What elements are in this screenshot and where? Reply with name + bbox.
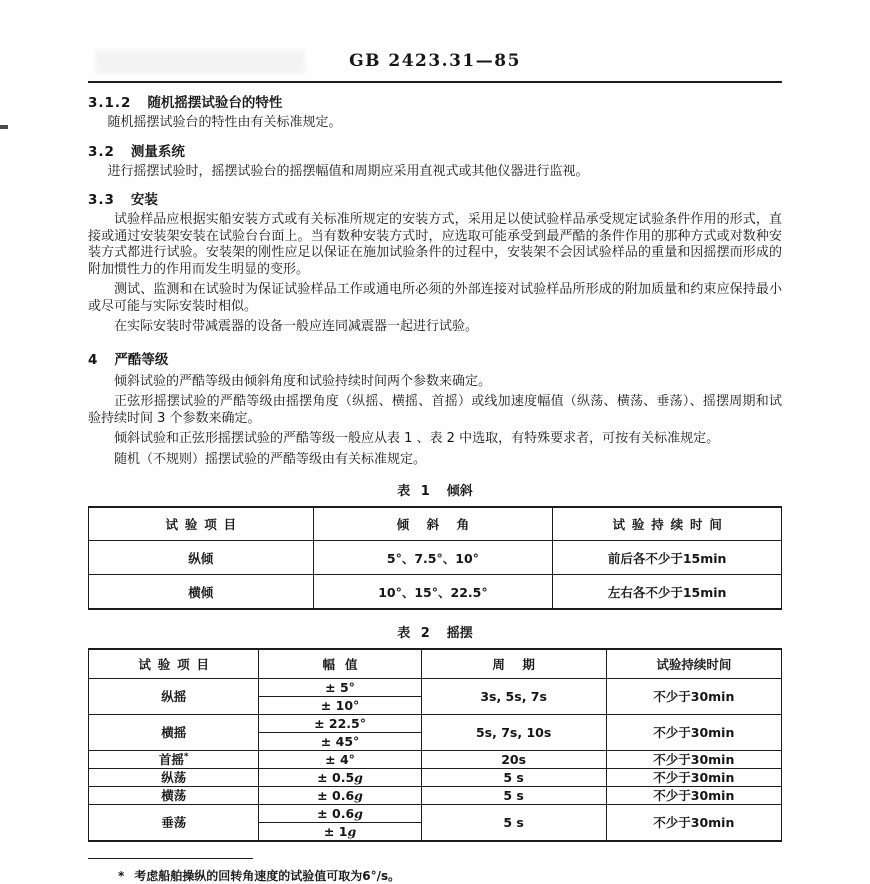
amplitude-value: ± 5° bbox=[325, 680, 355, 695]
column-header: 试验项目 bbox=[89, 649, 259, 679]
table-row bbox=[89, 649, 782, 679]
table-2-caption bbox=[88, 622, 782, 641]
section-number: 3.3 bbox=[88, 192, 115, 208]
section-title: 随机摇摆试验台的特性 bbox=[147, 95, 283, 111]
table-1-caption bbox=[88, 480, 782, 499]
paragraph: 随机摇摆试验台的特性由有关标准规定。 bbox=[107, 115, 342, 130]
cell-period: 5 s bbox=[421, 805, 606, 842]
cell-period: 5 s bbox=[421, 769, 606, 787]
section-title: 安装 bbox=[130, 192, 158, 208]
cell-amplitude bbox=[259, 823, 421, 842]
table-row bbox=[89, 769, 782, 787]
footnote bbox=[118, 867, 782, 884]
footnote-rule bbox=[88, 858, 253, 859]
amplitude-unit: g bbox=[354, 806, 363, 821]
cell-period: 5s, 7s, 10s bbox=[421, 715, 606, 751]
section-heading-4 bbox=[88, 352, 782, 368]
paragraph: 倾斜试验和正弦形摇摆试验的严酷等级一般应从表 1 、表 2 中选取，有特殊要求者，可按有关标准规定。 bbox=[114, 431, 720, 446]
paragraph: 随机（不规则）摇摆试验的严酷等级由有关标准规定。 bbox=[114, 451, 427, 467]
cell-angle: 5°、7.5°、10° bbox=[313, 541, 553, 575]
standard-number: GB 2423.31—85 bbox=[349, 51, 521, 71]
cell-test-item: 垂荡 bbox=[89, 805, 259, 842]
section-number: 3.1.2 bbox=[88, 95, 132, 111]
cell-duration: 不少于30min bbox=[606, 679, 781, 715]
cell-period: 20s bbox=[421, 751, 606, 769]
cell-test-item: 横荡 bbox=[89, 787, 259, 805]
column-header: 幅值 bbox=[259, 649, 421, 679]
amplitude-value: ± 0.6 bbox=[317, 788, 355, 803]
cell-duration: 不少于30min bbox=[606, 805, 781, 842]
amplitude-value: ± 1 bbox=[323, 824, 348, 839]
footnote-text: 考虑船舶操纵的回转角速度的试验值可取为6°/s。 bbox=[134, 869, 401, 883]
table-2-rocking bbox=[88, 648, 782, 842]
cell-duration: 不少于30min bbox=[606, 751, 781, 769]
cell-duration: 不少于30min bbox=[606, 715, 781, 751]
table-row bbox=[89, 751, 782, 769]
cell-period: 3s, 5s, 7s bbox=[421, 679, 606, 715]
cell-amplitude bbox=[259, 787, 421, 805]
cell-test-item: 横倾 bbox=[89, 575, 314, 610]
table-caption-title: 摇摆 bbox=[446, 626, 473, 641]
table-row bbox=[89, 805, 782, 823]
column-header: 试验持续时间 bbox=[606, 649, 781, 679]
section-heading-3-1-2 bbox=[88, 95, 782, 111]
test-item-label: 首摇 bbox=[158, 752, 184, 767]
footnote-reference-mark: * bbox=[183, 751, 189, 762]
table-row bbox=[89, 541, 782, 575]
footnote-marker: * bbox=[118, 869, 125, 883]
section-number: 3.2 bbox=[88, 143, 115, 160]
cell-period: 5 s bbox=[421, 787, 606, 805]
cell-duration: 不少于30min bbox=[606, 769, 781, 787]
paragraph: 进行摇摆试验时，摇摆试验台的摇摆幅值和周期应采用直视式或其他仪器进行监视。 bbox=[107, 163, 589, 179]
amplitude-unit: g bbox=[354, 788, 363, 803]
amplitude-value: ± 10° bbox=[320, 698, 360, 713]
table-row bbox=[89, 679, 782, 697]
cell-duration: 前后各不少于15min bbox=[553, 541, 782, 575]
table-caption-number: 表 1 bbox=[397, 484, 433, 499]
amplitude-value: ± 0.5 bbox=[317, 770, 355, 785]
paragraph: 倾斜试验的严酷等级由倾斜角度和试验持续时间两个参数来确定。 bbox=[114, 373, 492, 389]
amplitude-value: ± 45° bbox=[320, 734, 360, 749]
table-row bbox=[89, 787, 782, 805]
paragraph: 在实际安装时带减震器的设备一般应连同减震器一起进行试验。 bbox=[114, 319, 479, 334]
section-title: 测量系统 bbox=[130, 143, 185, 160]
section-number: 4 bbox=[88, 351, 99, 368]
column-header: 试验持续时间 bbox=[553, 507, 782, 541]
cell-amplitude bbox=[259, 733, 421, 751]
table-row bbox=[89, 507, 782, 541]
scan-artifact bbox=[0, 125, 8, 129]
table-row bbox=[89, 575, 782, 610]
amplitude-value: ± 0.6 bbox=[317, 806, 355, 821]
table-caption-number: 表 2 bbox=[397, 626, 433, 641]
cell-duration: 左右各不少于15min bbox=[553, 575, 782, 610]
cell-amplitude bbox=[259, 679, 421, 697]
amplitude-unit: g bbox=[347, 824, 357, 839]
section-heading-3-3 bbox=[88, 192, 782, 208]
cell-amplitude bbox=[259, 715, 421, 733]
table-caption-title: 倾斜 bbox=[446, 484, 473, 499]
cell-test-item bbox=[89, 751, 259, 769]
paragraph: 试验样品应根据实船安装方式或有关标准所规定的安装方式，采用足以使试验样品承受规定试验条件作用的形式，直接或通过安装架安装在试验台台面上。当有数种安装方式时，应选取可能承受到最严酷的条件作用的那种方式或对数种安装方式都进行试验。安装架的刚性应足以保证在施加试验条件的过程中，安装架不会因试验样品的重量和因摇摆而形成的附加惯性力的作用而发生明显的变形。 bbox=[88, 212, 782, 277]
amplitude-value: ± 4° bbox=[325, 752, 355, 767]
cell-angle: 10°、15°、22.5° bbox=[313, 575, 553, 610]
cell-test-item: 纵摇 bbox=[89, 679, 259, 715]
paragraph: 正弦形摇摆试验的严酷等级由摇摆角度（纵摇、横摇、首摇）或线加速度幅值（纵荡、横荡、垂荡）、摇摆周期和试验持续时间 3 个参数来确定。 bbox=[88, 394, 782, 426]
cell-amplitude bbox=[259, 697, 421, 715]
cell-amplitude bbox=[259, 805, 421, 823]
column-header: 试验项目 bbox=[89, 507, 314, 541]
column-header: 周期 bbox=[421, 649, 606, 679]
amplitude-value: ± 22.5° bbox=[314, 716, 366, 731]
cell-test-item: 纵倾 bbox=[89, 541, 314, 575]
section-title: 严酷等级 bbox=[114, 351, 169, 368]
scan-artifact bbox=[95, 50, 305, 74]
table-1-incline bbox=[88, 506, 782, 610]
section-heading-3-2 bbox=[88, 144, 782, 160]
footnote-block bbox=[88, 858, 782, 884]
cell-test-item: 横摇 bbox=[89, 715, 259, 751]
amplitude-unit: g bbox=[354, 770, 363, 785]
cell-duration: 不少于30min bbox=[606, 787, 781, 805]
cell-test-item: 纵荡 bbox=[89, 769, 259, 787]
column-header: 倾斜角 bbox=[313, 507, 553, 541]
table-row bbox=[89, 715, 782, 733]
header-rule bbox=[88, 81, 782, 83]
paragraph: 测试、监测和在试验时为保证试验样品工作或通电所必须的外部连接对试验样品所形成的附加质量和约束应保持最小或尽可能与实际安装时相似。 bbox=[88, 282, 782, 314]
cell-amplitude bbox=[259, 751, 421, 769]
cell-amplitude bbox=[259, 769, 421, 787]
